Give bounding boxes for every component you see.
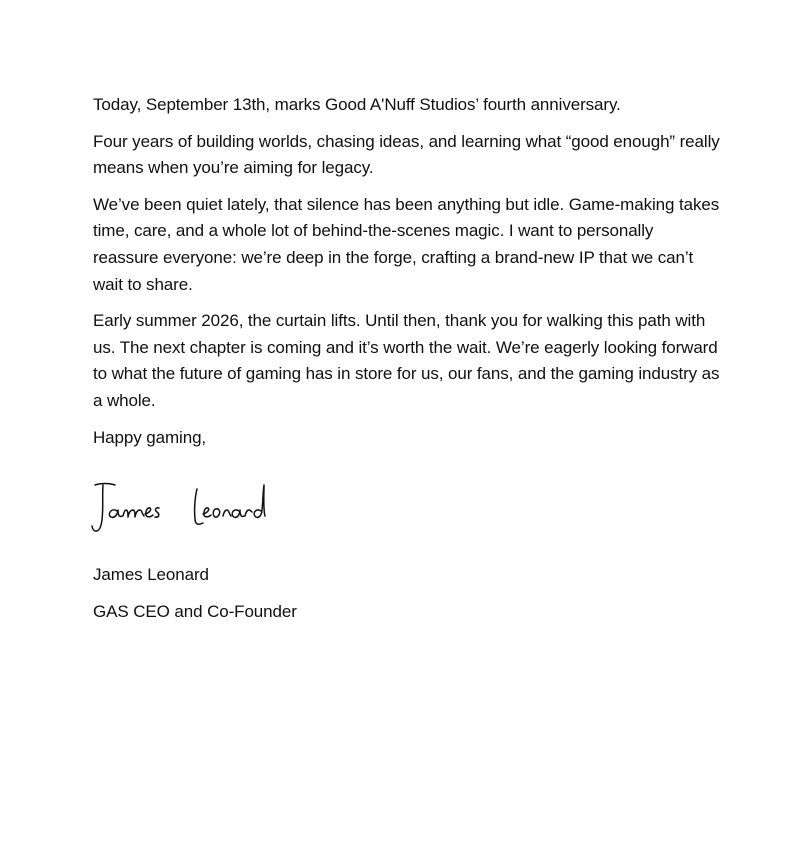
paragraph-anniversary: Today, September 13th, marks Good A'Nuff Studios’ fourth anniversary. [93,95,621,114]
signer-name: James Leonard [93,565,209,585]
handwritten-signature [89,481,319,541]
signer-title: GAS CEO and Co-Founder [93,601,297,621]
paragraph-summer-2026: Early summer 2026, the curtain lifts. Until then, thank you for walking this path with us. The next chapter is coming and it’s worth the wait. We’re eagerly looking forward to what the future of gaming has in store for us, our fans, and the gaming industry as a whole. [93,311,720,410]
paragraph-four-years: Four years of building worlds, chasing ideas, and learning what “good enough” really means when you’re aiming for legacy. [93,131,720,178]
paragraph-quiet-lately: We’ve been quiet lately, that silence has been anything but idle. Game-making takes time, care, and a whole lot of behind-the-scenes magic. I want to personally reassure everyone: we’re deep in the forge, crafting a brand-new IP that we can’t wait to share. [93,194,720,294]
letter-body [93,92,723,635]
closing-line: Happy gaming, [93,427,207,447]
